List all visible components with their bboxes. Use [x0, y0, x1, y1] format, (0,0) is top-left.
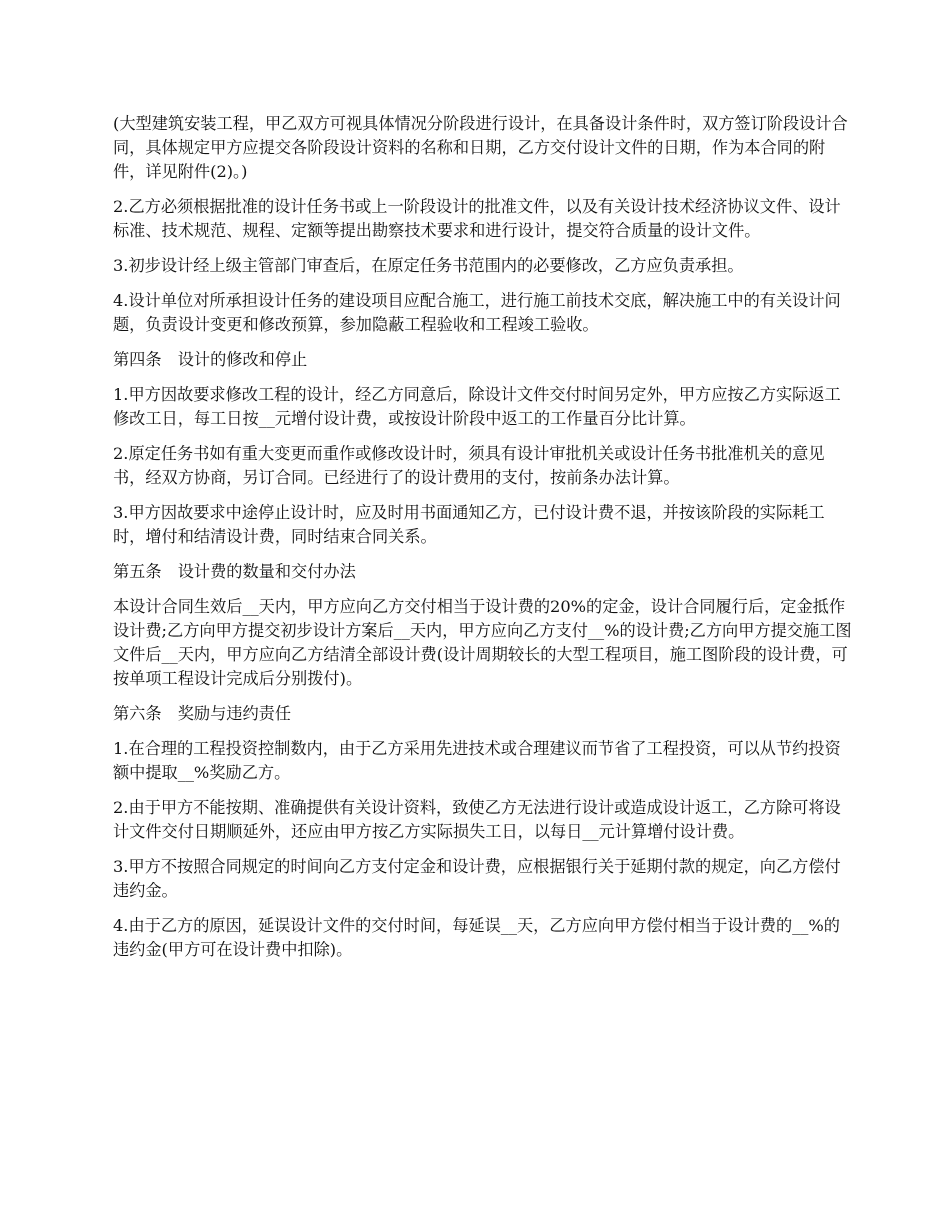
paragraph-clause-3: 3.初步设计经上级主管部门审查后，在原定任务书范围内的必要修改，乙方应负责承担。 [113, 256, 744, 275]
section-heading-article-5: 第五条 设计费的数量和交付办法 [113, 562, 356, 581]
section-heading-article-4: 第四条 设计的修改和停止 [113, 350, 308, 369]
paragraph-article-6-item-1: 1.在合理的工程投资控制数内，由于乙方采用先进技术或合理建议而节省了工程投资，可以从节约投资额中提取__%奖励乙方。 [113, 739, 841, 782]
paragraph-article-5-body: 本设计合同生效后__天内，甲方应向乙方交付相当于设计费的20%的定金，设计合同履行后，定金抵作设计费;乙方向甲方提交初步设计方案后__天内，甲方应向乙方支付__%的设计费;乙方向甲方提交施工图文件后__天内，甲方应向乙方结清全部设计费(设计周期较长的大型工程项目，施工图阶段的设计费，可按单项工程设计完成后分别拨付)。 [113, 597, 852, 688]
paragraph-phased-design-note: (大型建筑安装工程，甲乙双方可视具体情况分阶段进行设计，在具备设计条件时，双方签订阶段设计合同，具体规定甲方应提交各阶段设计资料的名称和日期，乙方交付设计文件的日期，作为本合同的附件，详见附件(2)。) [113, 114, 848, 181]
paragraph-article-4-item-3: 3.甲方因故要求中途停止设计时，应及时用书面通知乙方，已付设计费不退，并按该阶段的实际耗工时，增付和结清设计费，同时结束合同关系。 [113, 503, 825, 546]
paragraph-article-6-item-4: 4.由于乙方的原因，延误设计文件的交付时间，每延误__天，乙方应向甲方偿付相当于设计费的__%的违约金(甲方可在设计费中扣除)。 [113, 916, 840, 959]
section-heading-article-6: 第六条 奖励与违约责任 [113, 704, 292, 723]
paragraph-article-4-item-2: 2.原定任务书如有重大变更而重作或修改设计时，须具有设计审批机关或设计任务书批准机关的意见书，经双方协商，另订合同。已经进行了的设计费用的支付，按前条办法计算。 [113, 444, 825, 487]
paragraph-article-4-item-1: 1.甲方因故要求修改工程的设计，经乙方同意后，除设计文件交付时间另定外，甲方应按乙方实际返工修改工日，每工日按__元增付设计费，或按设计阶段中返工的工作量百分比计算。 [113, 385, 841, 428]
paragraph-clause-2: 2.乙方必须根据批准的设计任务书或上一阶段设计的批准文件，以及有关设计技术经济协议文件、设计标准、技术规范、规程、定额等提出勘察技术要求和进行设计，提交符合质量的设计文件。 [113, 197, 841, 240]
paragraph-clause-4: 4.设计单位对所承担设计任务的建设项目应配合施工，进行施工前技术交底，解决施工中的有关设计问题，负责设计变更和修改预算，参加隐蔽工程验收和工程竣工验收。 [113, 291, 841, 334]
paragraph-article-6-item-2: 2.由于甲方不能按期、准确提供有关设计资料，致使乙方无法进行设计或造成设计返工，乙方除可将设计文件交付日期顺延外，还应由甲方按乙方实际损失工日，以每日__元计算增付设计费。 [113, 798, 841, 841]
paragraph-article-6-item-3: 3.甲方不按照合同规定的时间向乙方支付定金和设计费，应根据银行关于延期付款的规定，向乙方偿付违约金。 [113, 857, 841, 900]
document-body [113, 112, 853, 973]
